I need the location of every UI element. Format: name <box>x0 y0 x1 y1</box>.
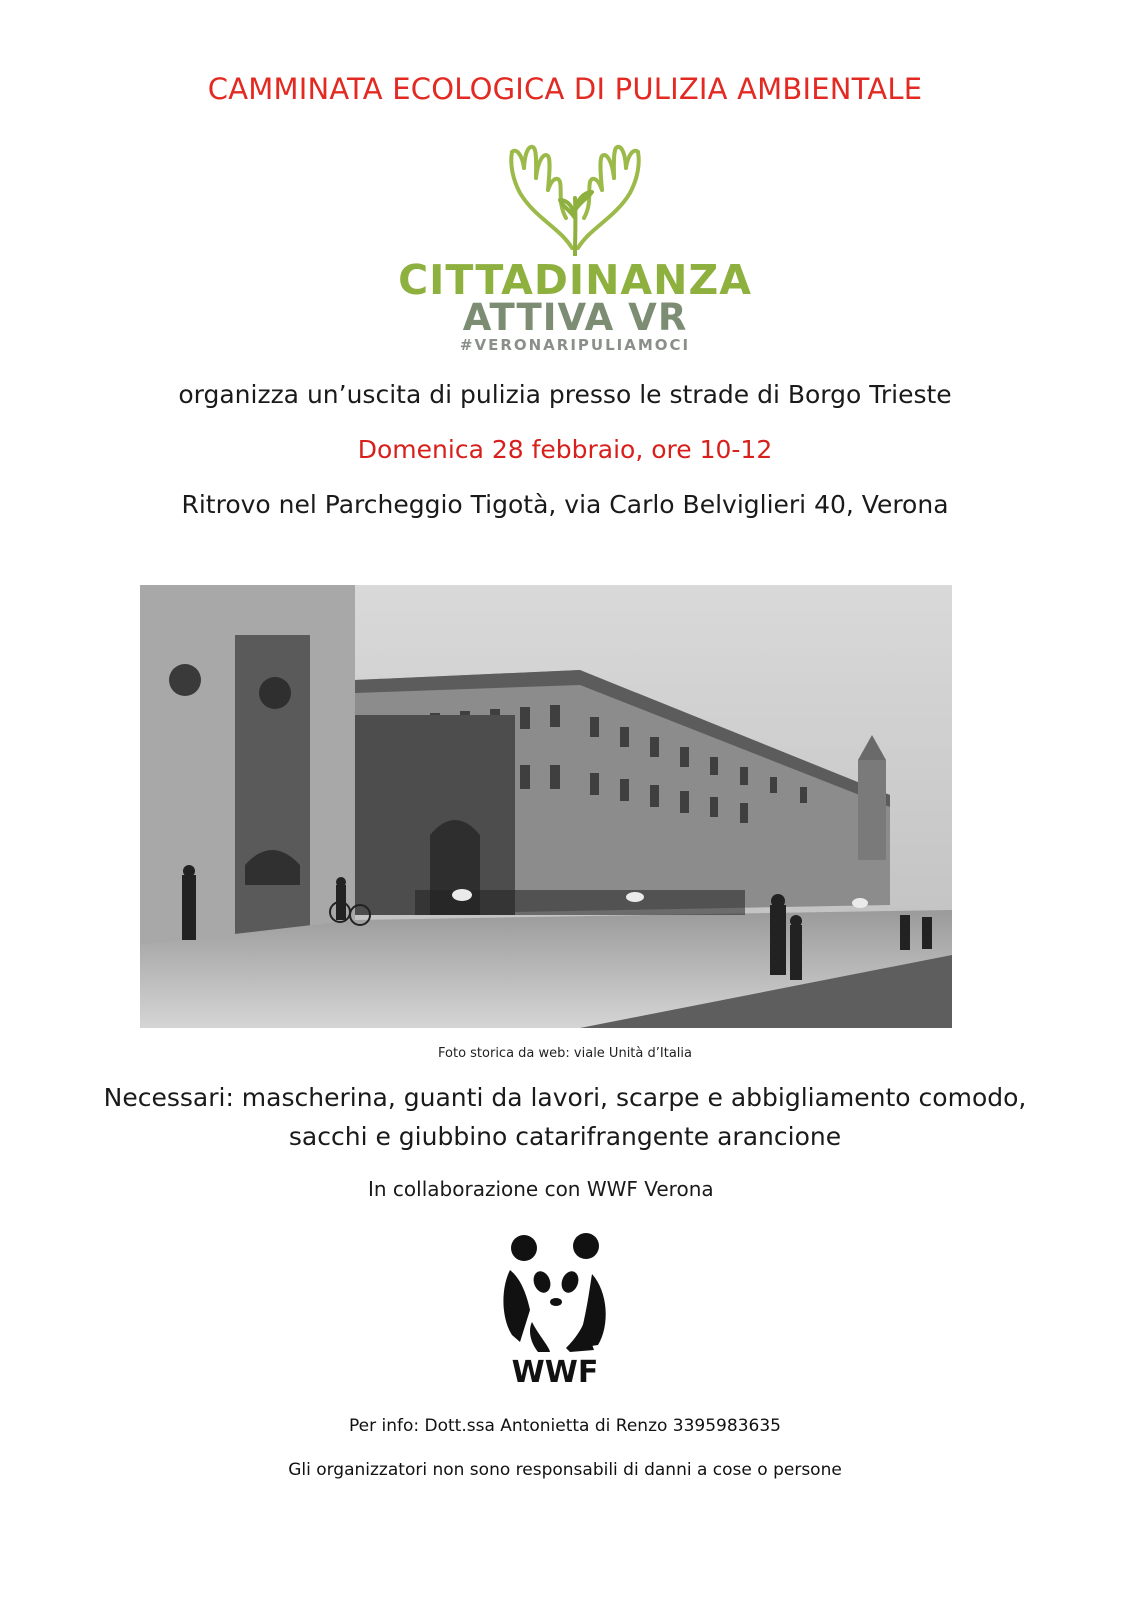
wwf-wordmark: WWF <box>511 1355 599 1390</box>
photo-caption: Foto storica da web: viale Unità d’Italia <box>438 1046 692 1061</box>
wwf-logo <box>490 1230 620 1390</box>
panda-icon <box>490 1230 620 1390</box>
meeting-place: Ritrovo nel Parcheggio Tigotà, via Carlo Belviglieri 40, Verona <box>181 490 949 519</box>
event-date: Domenica 28 febbraio, ore 10-12 <box>357 435 773 464</box>
requirements-line-2: sacchi e giubbino catarifrangente arancione <box>288 1122 842 1151</box>
disclaimer: Gli organizzatori non sono responsabili di danni a cose o persone <box>288 1460 842 1480</box>
organizer-line: organizza un’uscita di pulizia presso le strade di Borgo Trieste <box>178 380 952 409</box>
logo-line-2: ATTIVA VR <box>462 296 688 339</box>
hands-sprout-icon <box>500 138 650 256</box>
logo-hashtag: #VERONARIPULIAMOCI <box>459 336 691 354</box>
info-line: Per info: Dott.ssa Antonietta di Renzo 3395983635 <box>349 1416 781 1436</box>
collaboration-line: In collaborazione con WWF Verona <box>368 1177 714 1201</box>
historic-street-photo <box>140 585 952 1028</box>
cittadinanza-attiva-logo <box>395 138 755 368</box>
requirements-line-1: Necessari: mascherina, guanti da lavori, scarpe e abbigliamento comodo, <box>103 1083 1027 1112</box>
page-title: CAMMINATA ECOLOGICA DI PULIZIA AMBIENTALE <box>207 72 923 106</box>
logo-line-1: CITTADINANZA <box>398 256 752 304</box>
